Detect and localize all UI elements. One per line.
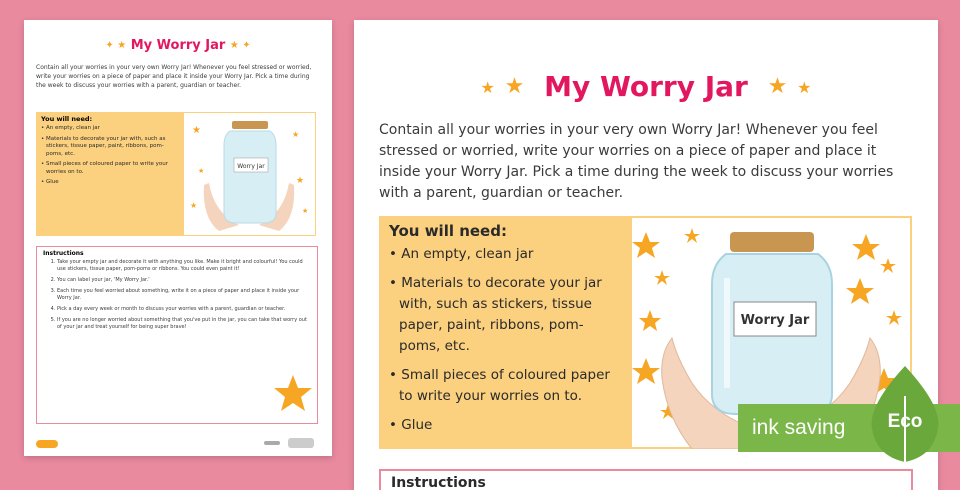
footer-url	[264, 441, 280, 445]
list-item: • Materials to decorate your jar with, such as stickers, tissue paper, paint, ribbons, pom-poms, etc.	[41, 136, 179, 159]
star-icon: ★	[292, 130, 300, 139]
worksheet-thumbnail[interactable]	[24, 20, 332, 456]
thumbnail-intro: Contain all your worries in your very own Worry Jar! Whenever you feel stressed or worried, write your worries on a piece of paper and place it inside your Worry Jar. Pick a time during the week to discuss your worries with a parent, guardian or teacher.	[36, 64, 312, 89]
eco-label: Eco	[887, 411, 923, 432]
star-icon	[639, 310, 661, 331]
star-icon	[880, 258, 896, 273]
star-icon: ★	[480, 78, 495, 97]
star-icon	[632, 358, 660, 384]
thumbnail-need-list	[41, 125, 179, 187]
star-icon: ★	[192, 125, 201, 136]
thumbnail-instructions-list	[43, 259, 311, 331]
list-item: 3. Each time you feel worried about something, write it on a piece of paper and place it inside your Worry Jar.	[57, 288, 311, 302]
star-icon: ★	[797, 78, 812, 97]
thumbnail-instructions-heading: Instructions	[43, 250, 84, 257]
list-item: 4. Pick a day every week or month to discuss your worries with a parent, guardian or teacher.	[57, 306, 311, 313]
star-icon	[632, 232, 660, 258]
star-icon: ★	[296, 176, 305, 186]
footer-logo	[288, 438, 314, 448]
jar-hands-illustration	[184, 113, 314, 235]
list-item: • Materials to decorate your jar with, such as stickers, tissue paper, paint, ribbons, pom-poms, etc.	[389, 273, 622, 357]
need-heading: You will need:	[389, 222, 507, 240]
need-list	[389, 244, 622, 436]
star-icon: ★	[302, 207, 309, 215]
page-title-text: My Worry Jar	[544, 70, 748, 103]
star-icon	[886, 310, 902, 325]
need-box	[379, 216, 632, 449]
thumbnail-instructions-box	[36, 246, 318, 424]
star-icon: ✦ ★	[105, 40, 127, 51]
list-item: 5. If you are no longer worried about something that you've put in the jar, you can take that worry out of your jar and treat yourself for being super brave!	[57, 317, 311, 331]
thumbnail-title-text: My Worry Jar	[130, 38, 226, 53]
star-icon	[684, 228, 700, 243]
star-icon	[654, 270, 670, 285]
list-item: 1. Take your empty jar and decorate it with anything you like. Make it bright and colourful! You could use stickers, tissue paper, pom-poms or ribbons. You could even paint it!	[57, 259, 311, 273]
instructions-box	[379, 469, 913, 490]
list-item: • An empty, clean jar	[41, 125, 179, 133]
thumbnail-title	[24, 38, 332, 53]
star-icon: ★ ✦	[229, 40, 251, 51]
instructions-heading: Instructions	[391, 475, 486, 490]
ink-saving-label: ink saving	[752, 416, 846, 439]
intro-paragraph: Contain all your worries in your very own Worry Jar! Whenever you feel stressed or worried, write your worries on a piece of paper and place it inside your Worry Jar. Pick a time during the week to discuss your worries with a parent, guardian or teacher.	[379, 122, 894, 201]
jar-label-text: Worry Jar	[740, 313, 810, 328]
star-icon: ★	[504, 74, 525, 99]
list-item: • Small pieces of coloured paper to write your worries on to.	[41, 161, 179, 176]
star-icon: ★	[190, 201, 198, 210]
thumbnail-need-heading: You will need:	[41, 115, 93, 123]
jar-label-text: Worry Jar	[237, 163, 265, 170]
list-item: • Glue	[41, 179, 179, 187]
list-item: 2. You can label your jar, 'My Worry Jar.'	[57, 277, 311, 284]
thumbnail-jar-illustration	[184, 112, 316, 236]
page-title	[354, 70, 938, 103]
star-icon	[852, 234, 880, 260]
star-icon: ★	[767, 74, 788, 99]
logo	[36, 440, 58, 448]
list-item: • Small pieces of coloured paper to write your worries on to.	[389, 365, 622, 407]
thumbnail-need-box	[36, 112, 184, 236]
star-icon	[273, 373, 313, 413]
star-icon: ★	[198, 167, 205, 175]
star-icon	[846, 278, 874, 304]
list-item: • Glue	[389, 415, 622, 436]
list-item: • An empty, clean jar	[389, 244, 622, 265]
